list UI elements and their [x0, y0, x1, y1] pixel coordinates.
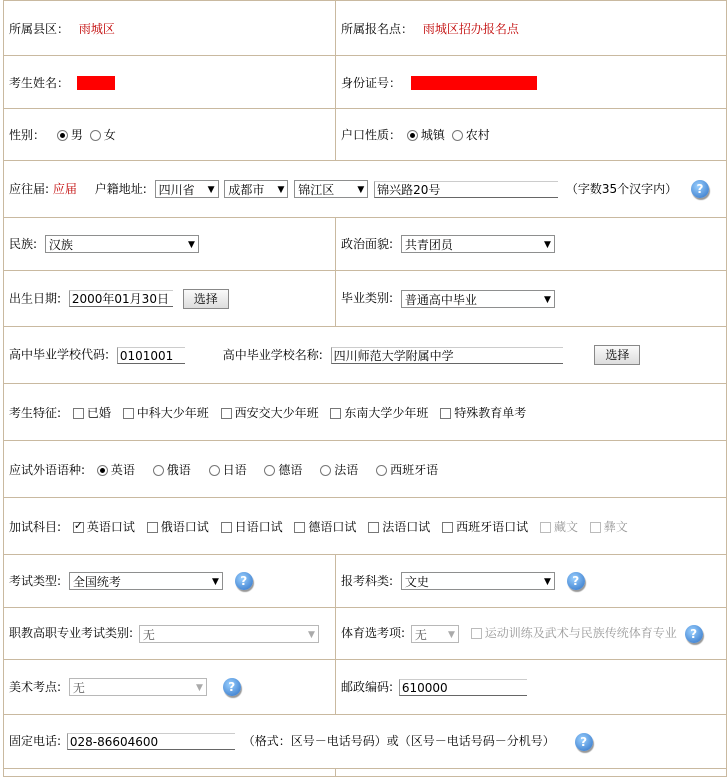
category-value: 文史 — [404, 575, 429, 590]
extra-exam-option: 彝文 — [603, 519, 628, 534]
political-select[interactable] — [401, 235, 555, 253]
extra-exam-checkbox-disabled — [540, 522, 551, 533]
hukou-city-radio[interactable] — [407, 130, 418, 141]
extra-exam-option: 法语口试 — [382, 519, 431, 534]
id-cell — [336, 56, 727, 109]
category-label: 报考科类: — [341, 573, 394, 588]
language-radio[interactable] — [153, 465, 164, 476]
art-select — [69, 678, 207, 696]
row-language — [4, 441, 727, 498]
language-option: 俄语 — [166, 462, 191, 477]
gradtype-select[interactable] — [401, 290, 555, 308]
birth-choose-button[interactable]: 选择 — [183, 289, 229, 309]
language-option: 法语 — [334, 462, 359, 477]
art-cell — [4, 660, 336, 715]
vocational-label: 职教高职专业考试类别: — [9, 626, 134, 641]
political-cell — [336, 218, 727, 271]
zip-cell — [336, 660, 727, 715]
art-label: 美术考点: — [9, 679, 62, 694]
gender-male-label: 男 — [70, 128, 83, 142]
feature-checkbox[interactable] — [123, 408, 134, 419]
name-label: 考生姓名： — [9, 75, 70, 90]
school-name-input[interactable]: 四川师范大学附属中学 — [331, 347, 563, 364]
pe-select — [411, 625, 459, 643]
gender-male-radio[interactable] — [57, 130, 68, 141]
extra-exam-option: 德语口试 — [308, 519, 357, 534]
gradtype-cell — [336, 271, 727, 327]
extra-exam-checkbox-disabled — [590, 522, 601, 533]
county-value: 雨城区 — [78, 21, 115, 36]
birth-label: 出生日期: — [9, 291, 62, 305]
pe-cell — [336, 608, 727, 660]
feature-checkbox[interactable] — [73, 408, 84, 419]
language-radio[interactable] — [320, 465, 331, 476]
feature-checkbox[interactable] — [221, 408, 232, 419]
ethnic-value: 汉族 — [48, 238, 73, 253]
vocational-value: 无 — [142, 627, 155, 642]
chevron-down-icon: ▼ — [207, 185, 215, 196]
chevron-down-icon: ▼ — [543, 294, 551, 305]
name-redacted — [77, 76, 115, 90]
phone-label: 固定电话: — [9, 734, 62, 749]
site-label: 所属报名点： — [341, 21, 414, 36]
pe-checkbox-disabled — [471, 628, 482, 639]
city-select[interactable] — [224, 180, 288, 198]
row-partial — [4, 769, 727, 777]
chevron-down-icon: ▼ — [357, 185, 365, 196]
language-radio[interactable] — [209, 465, 220, 476]
gradtype-label: 毕业类别: — [341, 291, 394, 306]
chevron-down-icon: ▼ — [195, 683, 203, 694]
feature-label: 特殊教育单考 — [454, 405, 527, 420]
language-option: 西班牙语 — [390, 462, 439, 477]
phone-cell — [4, 715, 727, 769]
extra-exam-checkbox[interactable] — [368, 522, 379, 533]
language-option: 英语 — [110, 462, 135, 477]
extra-exam-option: 日语口试 — [234, 519, 283, 534]
school-choose-button[interactable]: 选择 — [594, 345, 640, 365]
category-cell — [336, 555, 727, 608]
help-icon[interactable]: ? — [575, 733, 593, 751]
chevron-down-icon: ▼ — [447, 629, 455, 640]
extra-exam-checkbox[interactable] — [73, 522, 84, 533]
chevron-down-icon: ▼ — [211, 577, 219, 588]
feature-label: 东南大学少年班 — [344, 405, 429, 420]
street-hint: （字数35个汉字内） — [565, 181, 678, 196]
vocational-cell — [4, 608, 336, 660]
row-birth — [4, 271, 727, 327]
district-select[interactable] — [294, 180, 368, 198]
language-radio[interactable] — [376, 465, 387, 476]
row-school — [4, 327, 727, 384]
partial-cell-left — [4, 769, 336, 777]
pe-label: 体育选考项: — [341, 626, 406, 641]
extra-exam-option: 藏文 — [553, 519, 578, 534]
extra-exam-option: 英语口试 — [86, 519, 135, 534]
district-value: 锦江区 — [298, 183, 335, 198]
help-icon[interactable]: ? — [567, 572, 585, 590]
art-value: 无 — [72, 681, 85, 696]
row-address — [4, 161, 727, 218]
row-county — [4, 1, 727, 56]
extra-exam-checkbox[interactable] — [442, 522, 453, 533]
registration-form — [3, 0, 727, 777]
gender-female-label: 女 — [103, 128, 116, 142]
help-icon[interactable]: ? — [235, 572, 253, 590]
id-label: 身份证号： — [341, 75, 402, 90]
feature-label: 西安交大少年班 — [234, 405, 319, 420]
help-icon[interactable]: ? — [691, 180, 709, 198]
chevron-down-icon: ▼ — [543, 240, 551, 251]
language-label: 应试外语语种: — [9, 462, 86, 477]
chevron-down-icon: ▼ — [307, 629, 315, 640]
row-art — [4, 660, 727, 715]
chevron-down-icon: ▼ — [187, 240, 195, 251]
extra-exam-checkbox[interactable] — [147, 522, 158, 533]
exam-type-value: 全国统考 — [72, 575, 121, 590]
language-radio[interactable] — [97, 465, 108, 476]
row-exam-type — [4, 555, 727, 608]
gender-cell — [4, 109, 336, 161]
vocational-select — [139, 625, 319, 643]
address-cell — [4, 161, 727, 218]
features-cell — [4, 384, 727, 441]
site-cell — [336, 1, 727, 56]
category-select[interactable] — [401, 572, 555, 590]
province-value: 四川省 — [158, 183, 195, 198]
hukou-city-label: 城镇 — [420, 128, 445, 142]
feature-checkbox[interactable] — [440, 408, 451, 419]
gender-label: 性别： — [9, 128, 46, 142]
pe-check-label: 运动训练及武术与民族传统体育专业 — [484, 626, 677, 641]
row-vocational — [4, 608, 727, 660]
hukou-rural-label: 农村 — [465, 128, 490, 142]
extra-exam-checkbox[interactable] — [221, 522, 232, 533]
site-value: 雨城区招办报名点 — [422, 21, 519, 36]
language-option: 德语 — [278, 462, 303, 477]
gradtype-value: 普通高中毕业 — [404, 292, 477, 307]
county-label: 所属县区： — [9, 21, 70, 36]
street-input[interactable]: 锦兴路20号 — [374, 181, 558, 198]
extra-exam-option: 西班牙语口试 — [456, 519, 529, 534]
partial-cell-right — [336, 769, 727, 777]
row-gender — [4, 109, 727, 161]
help-icon[interactable]: ? — [223, 678, 241, 696]
phone-input[interactable]: 028-86604600 — [67, 733, 235, 750]
hukou-label: 户口性质： — [341, 128, 402, 142]
grad-value: 应届 — [52, 181, 77, 196]
grad-label: 应往届: — [9, 181, 50, 196]
school-cell — [4, 327, 727, 384]
exam-type-cell — [4, 555, 336, 608]
row-ethnic — [4, 218, 727, 271]
name-cell — [4, 56, 336, 109]
feature-label: 中科大少年班 — [136, 405, 209, 420]
features-label: 考生特征: — [9, 405, 62, 420]
county-cell — [4, 1, 336, 56]
zip-input[interactable]: 610000 — [399, 679, 527, 696]
school-name-label: 高中毕业学校名称: — [222, 347, 323, 362]
extra-exam-option: 俄语口试 — [160, 519, 209, 534]
zip-label: 邮政编码: — [341, 680, 394, 694]
school-code-input[interactable]: 0101001 — [117, 347, 185, 364]
extra-exam-label: 加试科目: — [9, 519, 62, 534]
ethnic-label: 民族: — [9, 236, 38, 251]
feature-checkbox[interactable] — [330, 408, 341, 419]
exam-type-select[interactable] — [69, 572, 223, 590]
political-label: 政治面貌: — [341, 236, 394, 251]
row-extra-exam — [4, 498, 727, 555]
ethnic-cell — [4, 218, 336, 271]
ethnic-select[interactable] — [45, 235, 199, 253]
language-option: 日语 — [222, 462, 247, 477]
gender-female-radio[interactable] — [90, 130, 101, 141]
help-icon[interactable]: ? — [685, 625, 703, 643]
row-features — [4, 384, 727, 441]
addr-label: 户籍地址: — [94, 181, 147, 196]
chevron-down-icon: ▼ — [277, 185, 285, 196]
id-redacted — [411, 76, 537, 90]
phone-hint: （格式：区号－电话号码）或（区号－电话号码－分机号） — [242, 734, 555, 749]
pe-value: 无 — [414, 627, 427, 642]
chevron-down-icon: ▼ — [543, 577, 551, 588]
row-phone — [4, 715, 727, 769]
language-radio[interactable] — [264, 465, 275, 476]
political-value: 共青团员 — [404, 238, 453, 253]
row-name — [4, 56, 727, 109]
hukou-cell — [336, 109, 727, 161]
feature-label: 已婚 — [86, 405, 111, 420]
code-label: 高中毕业学校代码: — [9, 347, 110, 362]
extra-exam-checkbox[interactable] — [294, 522, 305, 533]
city-value: 成都市 — [228, 183, 265, 198]
hukou-rural-radio[interactable] — [452, 130, 463, 141]
language-cell — [4, 441, 727, 498]
province-select[interactable] — [155, 180, 219, 198]
birth-input[interactable]: 2000年01月30日 — [69, 290, 173, 307]
exam-type-label: 考试类型: — [9, 573, 62, 588]
birth-cell — [4, 271, 336, 327]
extra-exam-cell — [4, 498, 727, 555]
